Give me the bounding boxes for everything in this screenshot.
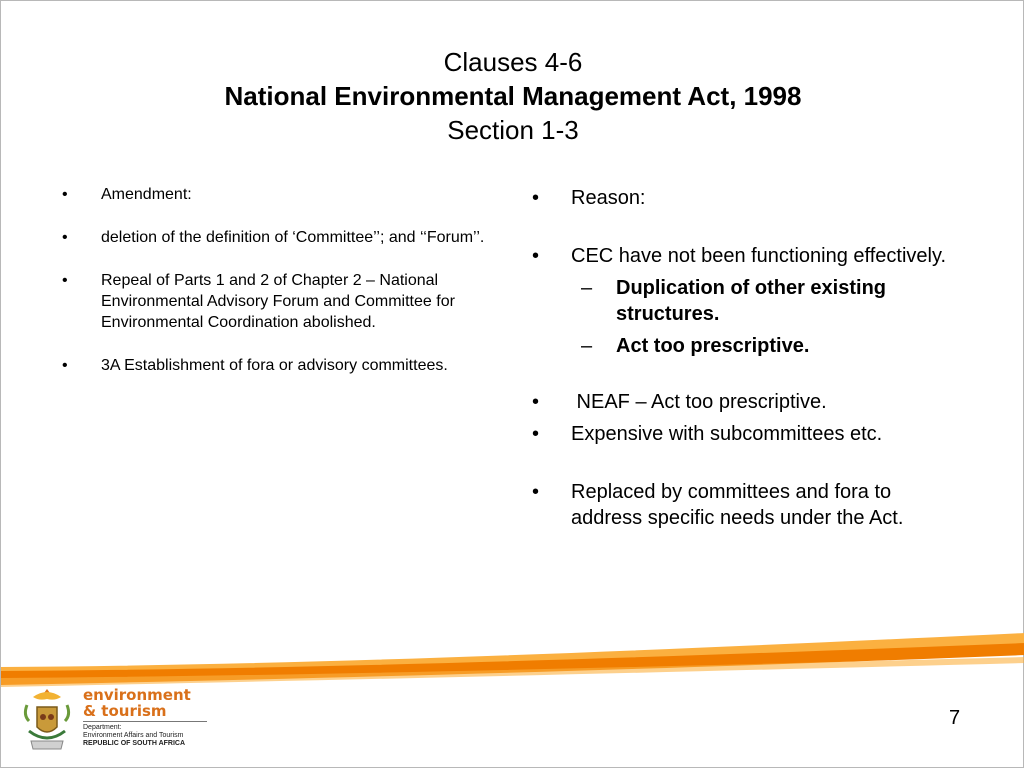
sub-item-text: Duplication of other existing structures. xyxy=(616,277,887,325)
sub-item-prescriptive xyxy=(527,333,967,359)
brand-wordmark xyxy=(83,687,191,719)
sub-item-duplication xyxy=(527,275,967,327)
list-item-cec xyxy=(527,243,967,269)
list-item xyxy=(57,227,497,248)
list-item-text: Repeal of Parts 1 and 2 of Chapter 2 – National Environmental Advisory Forum and Committee for Environmental Coordination abolished. xyxy=(101,272,455,331)
list-item-text: Amendment: xyxy=(101,186,192,203)
list-item-text: NEAF – Act too prescriptive. xyxy=(571,391,827,413)
title-act-name: National Environmental Management Act, 1998 xyxy=(224,81,802,111)
brand-line-tourism: & tourism xyxy=(83,702,167,720)
brand-line-environment: environment xyxy=(83,686,191,704)
bullet-marker: • xyxy=(532,481,540,503)
list-item-text: Expensive with subcommittees etc. xyxy=(571,423,883,445)
list-item-expensive xyxy=(527,421,967,447)
list-item-text: 3A Establishment of fora or advisory committees. xyxy=(101,357,448,374)
bullet-marker: • xyxy=(62,229,68,246)
list-item xyxy=(57,184,497,205)
bullet-marker: • xyxy=(532,187,540,209)
list-item-neaf xyxy=(527,389,967,415)
department-logo xyxy=(19,687,219,757)
list-item xyxy=(57,270,497,333)
page-number: 7 xyxy=(949,707,961,729)
list-item xyxy=(57,355,497,376)
bullet-marker: • xyxy=(532,423,540,445)
footer-swoosh xyxy=(1,629,1024,689)
right-column xyxy=(527,185,967,531)
list-item-text: CEC have not been functioning effectively. xyxy=(571,245,947,267)
list-item-text: Replaced by committees and fora to address specific needs under the Act. xyxy=(571,481,904,529)
dash-marker: – xyxy=(581,277,593,299)
list-item-text: deletion of the definition of ‘Committee’’; and ‘‘Forum’’. xyxy=(101,229,485,246)
bullet-marker: • xyxy=(62,357,68,374)
list-item-text: Reason: xyxy=(571,187,646,209)
left-column xyxy=(57,184,497,376)
sub-item-text: Act too prescriptive. xyxy=(616,335,810,357)
title-section: Section 1-3 xyxy=(447,115,579,145)
coat-of-arms-icon xyxy=(19,687,75,755)
list-item-reason xyxy=(527,185,967,211)
slide-title xyxy=(1,45,1024,147)
dept-title: Environment Affairs and Tourism xyxy=(83,732,184,739)
bullet-marker: • xyxy=(532,245,540,267)
bullet-marker: • xyxy=(532,391,540,413)
bullet-marker: • xyxy=(62,272,68,289)
dept-country: REPUBLIC OF SOUTH AFRICA xyxy=(83,740,186,747)
divider xyxy=(83,721,207,722)
title-clauses: Clauses 4-6 xyxy=(443,47,583,77)
dept-label: Department: xyxy=(83,724,122,731)
dash-marker: – xyxy=(581,335,593,357)
list-item-replaced xyxy=(527,479,967,531)
bullet-marker: • xyxy=(62,186,68,203)
department-name xyxy=(83,724,185,748)
